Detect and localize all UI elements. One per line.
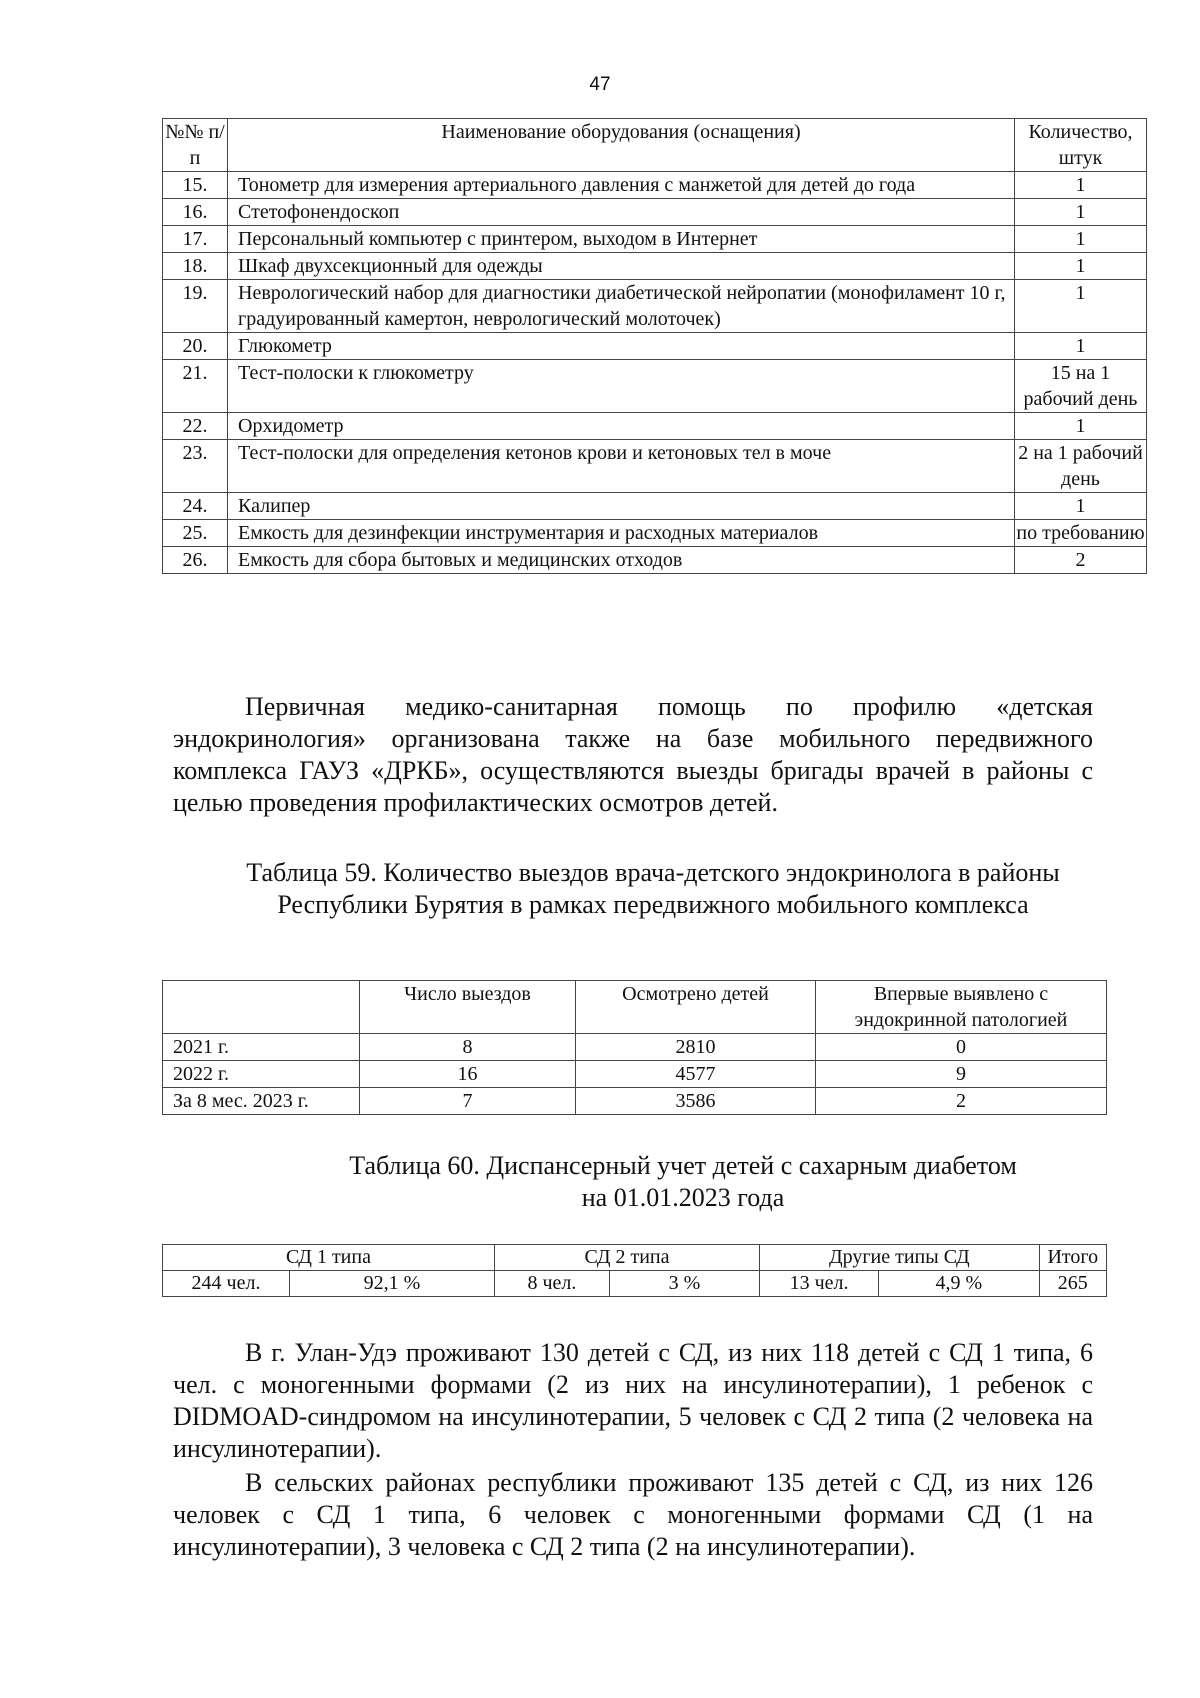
equipment-name: Орхидометр (228, 413, 1015, 440)
table60-header-type2: СД 2 типа (494, 1245, 759, 1271)
equipment-qty: 2 (1015, 547, 1147, 574)
other-percent: 4,9 % (879, 1271, 1040, 1297)
equipment-num: 25. (163, 520, 228, 547)
table59-header-blank (163, 981, 360, 1034)
table60-header-other: Другие типы СД (760, 1245, 1040, 1271)
type2-count: 8 чел. (494, 1271, 609, 1297)
equipment-name: Стетофонендоскоп (228, 199, 1015, 226)
equipment-qty: 1 (1015, 199, 1147, 226)
table60 (162, 1244, 1107, 1297)
equipment-qty: 15 на 1 рабочий день (1015, 360, 1147, 413)
header-num: №№ п/п (163, 119, 228, 172)
equipment-name: Тонометр для измерения артериального давления с манжетой для детей до года (228, 172, 1015, 199)
equipment-row (163, 280, 1147, 333)
equipment-num: 23. (163, 440, 228, 493)
table60-header-type1: СД 1 типа (163, 1245, 495, 1271)
equipment-name: Калипер (228, 493, 1015, 520)
equipment-name: Тест-полоски к глюкометру (228, 360, 1015, 413)
table60-caption-line1: Таблица 60. Диспансерный учет детей с сахарным диабетом (349, 1151, 1017, 1180)
equipment-qty: 2 на 1 рабочий день (1015, 440, 1147, 493)
equipment-row (163, 413, 1147, 440)
equipment-table (162, 118, 1147, 574)
equipment-qty: 1 (1015, 226, 1147, 253)
table60-header-total: Итого (1039, 1245, 1106, 1271)
page-number: 47 (589, 74, 611, 95)
header-qty: Количество, штук (1015, 119, 1147, 172)
table59-year: 2022 г. (163, 1061, 360, 1088)
equipment-row (163, 333, 1147, 360)
table59-examined: 3586 (576, 1088, 816, 1115)
type2-percent: 3 % (609, 1271, 759, 1297)
equipment-qty: 1 (1015, 280, 1147, 333)
other-count: 13 чел. (760, 1271, 879, 1297)
table59-examined: 2810 (576, 1034, 816, 1061)
equipment-table-header (163, 119, 1147, 172)
table59-caption: Таблица 59. Количество выездов врача-детского эндокринолога в районы Республики Бурятия в рамках передвижного мобильного комплекса (246, 858, 1060, 919)
equipment-row (163, 226, 1147, 253)
table59-detected: 0 (816, 1034, 1107, 1061)
equipment-row (163, 360, 1147, 413)
table60-caption-line2: на 01.01.2023 года (581, 1183, 785, 1212)
paragraph-ulan-ude: В г. Улан-Удэ проживают 130 детей с СД, из них 118 детей с СД 1 типа, 6 чел. с моногенными формами (2 из них на инсулинотерапии), 1 ребенок с DIDMOAD-синдромом на инсулинотерапии, 5 человек с СД 2 типа (2 человека на инсулинотерапии). (173, 1338, 1093, 1463)
equipment-qty: 1 (1015, 253, 1147, 280)
equipment-num: 17. (163, 226, 228, 253)
equipment-name: Емкость для дезинфекции инструментария и расходных материалов (228, 520, 1015, 547)
table59-year: За 8 мес. 2023 г. (163, 1088, 360, 1115)
equipment-num: 18. (163, 253, 228, 280)
table59-row (163, 1061, 1107, 1088)
paragraph-mobile-complex: Первичная медико-санитарная помощь по профилю «детская эндокринология» организована также на базе мобильного передвижного комплекса ГАУЗ «ДРКБ», осуществляются выезды бригады врачей в районы с целью проведения профилактических осмотров детей. (173, 692, 1093, 817)
equipment-row (163, 199, 1147, 226)
total-count: 265 (1039, 1271, 1106, 1297)
equipment-num: 21. (163, 360, 228, 413)
equipment-name: Неврологический набор для диагностики диабетической нейропатии (монофиламент 10 г, градуированный камертон, неврологический молоточек) (228, 280, 1015, 333)
equipment-num: 15. (163, 172, 228, 199)
equipment-num: 20. (163, 333, 228, 360)
paragraph-rural: В сельских районах республики проживают 135 детей с СД, из них 126 человек с СД 1 типа, 6 человек с моногенными формами СД (1 на инсулинотерапии), 3 человека с СД 2 типа (2 на инсулинотерапии). (173, 1468, 1093, 1561)
table59-trips: 7 (360, 1088, 576, 1115)
equipment-qty: по требованию (1015, 520, 1147, 547)
table59-detected: 9 (816, 1061, 1107, 1088)
equipment-num: 22. (163, 413, 228, 440)
equipment-name: Тест-полоски для определения кетонов крови и кетоновых тел в моче (228, 440, 1015, 493)
table60-caption (173, 1150, 1093, 1214)
equipment-qty: 1 (1015, 413, 1147, 440)
equipment-qty: 1 (1015, 493, 1147, 520)
equipment-num: 24. (163, 493, 228, 520)
table59-examined: 4577 (576, 1061, 816, 1088)
equipment-row (163, 520, 1147, 547)
equipment-name: Персональный компьютер с принтером, выходом в Интернет (228, 226, 1015, 253)
table59-trips: 8 (360, 1034, 576, 1061)
table60-header (163, 1245, 1107, 1271)
equipment-row (163, 253, 1147, 280)
table59-row (163, 1034, 1107, 1061)
table60-values (163, 1271, 1107, 1297)
type1-percent: 92,1 % (290, 1271, 495, 1297)
equipment-name: Шкаф двухсекционный для одежды (228, 253, 1015, 280)
equipment-row (163, 172, 1147, 199)
equipment-num: 19. (163, 280, 228, 333)
table59-detected: 2 (816, 1088, 1107, 1115)
table59-year: 2021 г. (163, 1034, 360, 1061)
equipment-row (163, 440, 1147, 493)
table59-header (163, 981, 1107, 1034)
header-name: Наименование оборудования (оснащения) (228, 119, 1015, 172)
table59-header-detected: Впервые выявлено с эндокринной патологией (816, 981, 1107, 1034)
table59-header-examined: Осмотрено детей (576, 981, 816, 1034)
equipment-row (163, 493, 1147, 520)
equipment-num: 16. (163, 199, 228, 226)
table59-row (163, 1088, 1107, 1115)
equipment-qty: 1 (1015, 172, 1147, 199)
table59-header-trips: Число выездов (360, 981, 576, 1034)
type1-count: 244 чел. (163, 1271, 290, 1297)
equipment-name: Глюкометр (228, 333, 1015, 360)
table59 (162, 980, 1107, 1115)
equipment-num: 26. (163, 547, 228, 574)
equipment-qty: 1 (1015, 333, 1147, 360)
equipment-name: Емкость для сбора бытовых и медицинских отходов (228, 547, 1015, 574)
table59-trips: 16 (360, 1061, 576, 1088)
equipment-row (163, 547, 1147, 574)
